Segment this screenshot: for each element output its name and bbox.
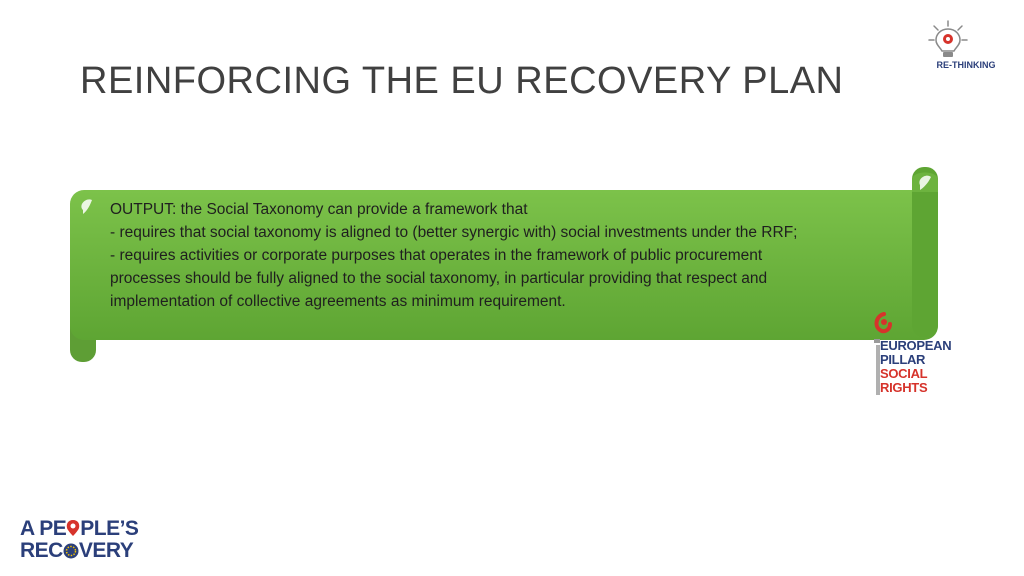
rethinking-label: RE-THINKING xyxy=(936,60,996,70)
pillar-line: RIGHTS xyxy=(880,380,928,395)
slide-title: REINFORCING THE EU RECOVERY PLAN xyxy=(80,60,844,102)
body-line: implementation of collective agreements as minimum requirement. xyxy=(110,293,566,310)
peoples-line-2 xyxy=(20,540,133,562)
pillar-line: EUROPEAN xyxy=(880,338,952,353)
body-line: OUTPUT: the Social Taxonomy can provide a framework that xyxy=(110,201,528,218)
pillar-line: SOCIAL xyxy=(880,366,928,381)
pillar-words xyxy=(880,339,951,395)
pillar-line: PILLAR xyxy=(880,352,926,367)
european-pillar-social-rights-logo xyxy=(872,312,962,398)
logo-text: A PE xyxy=(20,517,67,540)
pin-icon xyxy=(66,519,80,535)
eu-stars-icon xyxy=(63,542,79,558)
body-line: - requires that social taxonomy is aligned to (better synergic with) social investments under the RRF; xyxy=(110,224,798,241)
body-line: - requires activities or corporate purposes that operates in the framework of public procurement xyxy=(110,247,763,264)
logo-text: PLE’S xyxy=(80,517,139,540)
body-line: processes should be fully aligned to the social taxonomy, in particular providing that respect and xyxy=(110,270,768,287)
logo-text: VERY xyxy=(78,539,134,562)
peoples-line-1 xyxy=(20,518,138,540)
scroll-body-text xyxy=(110,198,910,313)
peoples-recovery-logo xyxy=(20,518,140,566)
logo-text: REC xyxy=(20,539,63,562)
